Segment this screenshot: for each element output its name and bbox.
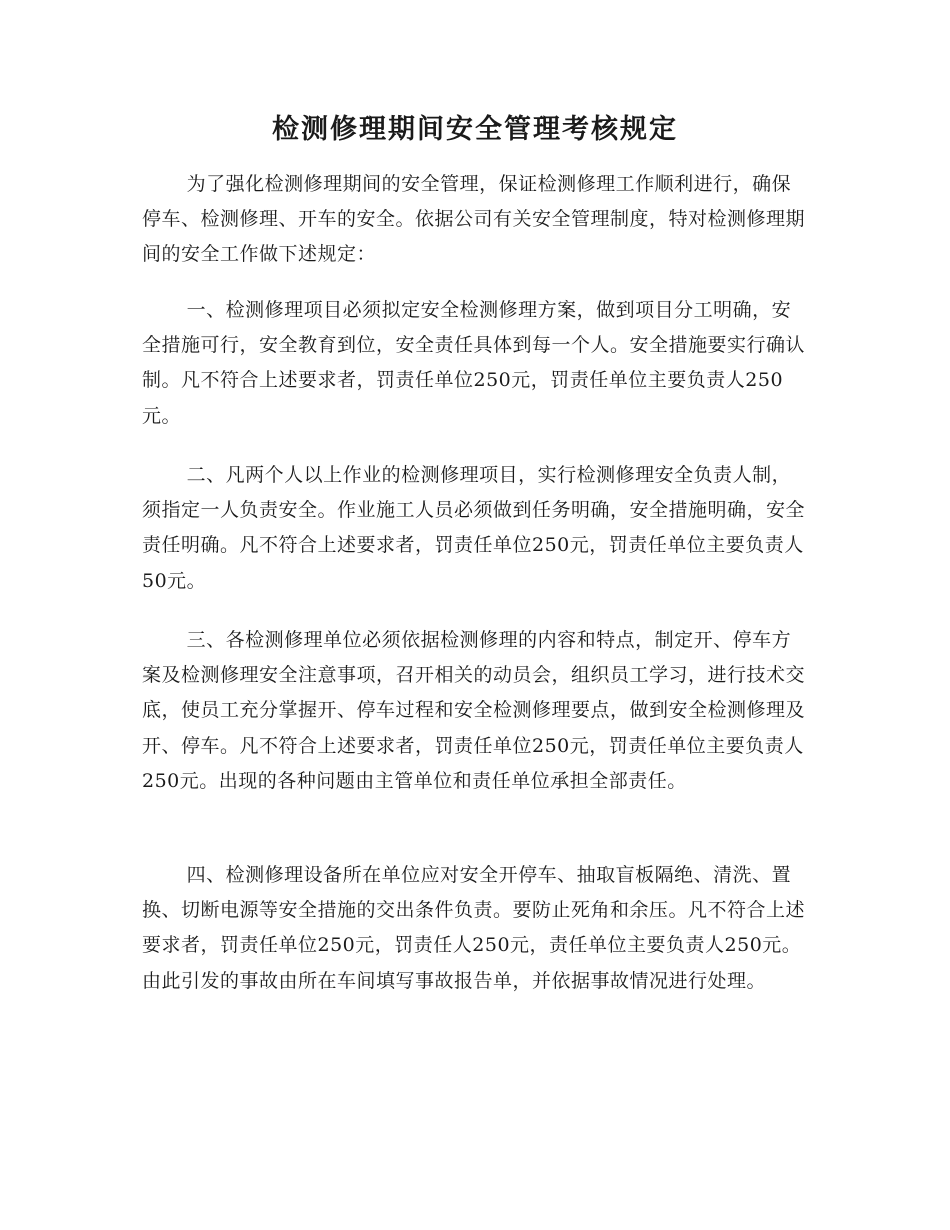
clause-1-paragraph: 一、检测修理项目必须拟定安全检测修理方案，做到项目分工明确，安全措施可行，安全教育到位，安全责任具体到每一个人。安全措施要实行确认制。凡不符合上述要求者，罚责任单位250元，罚责任单位主要负责人250元。 [142, 299, 806, 427]
document-title: 检测修理期间安全管理考核规定 [272, 114, 678, 145]
clause-2-paragraph: 二、凡两个人以上作业的检测修理项目，实行检测修理安全负责人制，须指定一人负责安全。作业施工人员必须做到任务明确，安全措施明确，安全责任明确。凡不符合上述要求者，罚责任单位250元，罚责任单位主要负责人50元。 [142, 464, 806, 592]
clause-3-paragraph: 三、各检测修理单位必须依据检测修理的内容和特点，制定开、停车方案及检测修理安全注意事项，召开相关的动员会，组织员工学习，进行技术交底，使员工充分掌握开、停车过程和安全检测修理要点，做到安全检测修理及开、停车。凡不符合上述要求者，罚责任单位250元，罚责任单位主要负责人250元。出现的各种问题由主管单位和责任单位承担全部责任。 [142, 629, 806, 792]
intro-paragraph: 为了强化检测修理期间的安全管理，保证检测修理工作顺利进行，确保停车、检测修理、开车的安全。依据公司有关安全管理制度，特对检测修理期间的安全工作做下述规定： [142, 173, 806, 266]
clause-4-paragraph: 四、检测修理设备所在单位应对安全开停车、抽取盲板隔绝、清洗、置换、切断电源等安全措施的交出条件负责。要防止死角和余压。凡不符合上述要求者，罚责任单位250元，罚责任人250元，责任单位主要负责人250元。由此引发的事故由所在车间填写事故报告单，并依据事故情况进行处理。 [142, 864, 806, 992]
